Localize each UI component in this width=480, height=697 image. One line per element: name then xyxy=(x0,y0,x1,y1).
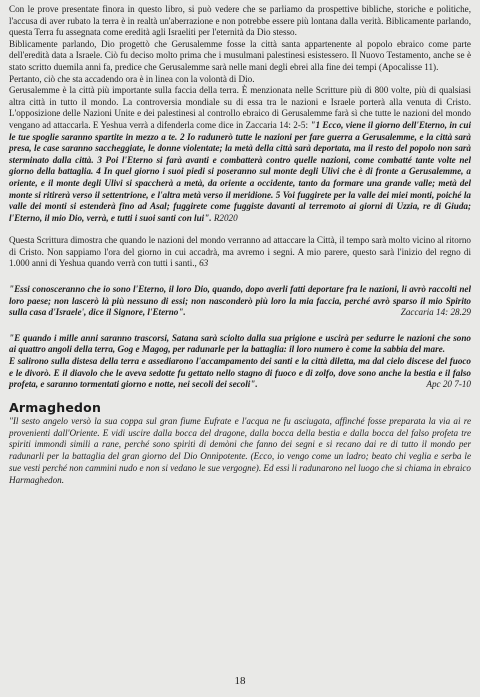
paragraph-text: Questa Scrittura dimostra che quando le nazioni del mondo verranno ad attaccare la Città, il tempo sarà molto vicino al ritorno di Cristo. Non sappiamo l'ora del giorno in cui accadrà, ma avremo i segni. A mio parere, questo sarà l'inizio del regno di 1.000 anni di Yeshua quando verrà con tutti i santi., xyxy=(9,235,471,269)
quote-text-first: "E quando i mille anni saranno trascorsi, Satana sarà sciolto dalla sua prigione e uscirà per sedurre le nazioni che sono ai quattro angoli della terra, Gog e Magog, per radunarle per la battaglia: il loro numero è come la sabbia del mare. xyxy=(9,332,471,355)
scripture-quote-zechariah: "1 Ecco, viene il giorno dell'Eterno, in cui le tue spoglie saranno spartite in mezzo a te. 2 Io radunerò tutte le nazioni per fare guerra a Gerusalemme, e la città sarà presa, le case saranno saccheggiate, le donne violentate; la metà della città sarà deportata, ma il resto del popolo non sarà sterminato dalla città. 3 Poi l'Eterno si farà avanti e combatterà contro quelle nazioni, come combatté tante volte nel giorno della battaglia. 4 In quel giorno i suoi piedi si poseranno sul monte degli Ulivi che è di fronte a Gerusalemme, a oriente, e il monte degli Ulivi si spaccherà a metà, da oriente a occidente, tanto da formare una grande valle; metà del monte si ritirerà verso il settentrione, e l'altra metà verso il meridione. 5 Voi fuggirete per la valle dei miei monti, poiché la valle dei monti si estenderà fino ad Asal; fuggirete come fuggiste davanti al terremoto ai giorni di Uzzia, re di Giuda; l'Eterno, il mio Dio, verrà, e tutti i suoi santi con lui". xyxy=(9,119,472,223)
paragraph-intro: Con le prove presentate finora in questo libro, si può vedere che se parliamo da prospettive bibliche, storiche e politiche, l'accusa di aver rubato la terra è in realtà un'aberrazione e non potrebbe essere più lontana dalla verità. Biblicamente parlando, questa Terra fu assegnata come eredità agli Israeliti per l'eternità da Dio stesso. xyxy=(9,4,471,38)
footnote-reference: 63 xyxy=(199,258,209,269)
quote-text: "Essi conosceranno che io sono l'Eterno, il loro Dio, quando, dopo averli fatti deportare fra le nazioni, li avrò raccolti nel loro paese; non lascerò là più nessuno di essi; non nasconderò più loro la mia faccia, perché avrò sparso il mio Spirito sulla casa d'Israele', dice il Signore, l'Eterno". xyxy=(9,284,471,318)
paragraph-jerusalem-plan: Biblicamente parlando, Dio progettò che Gerusalemme fosse la città santa appartenente al popolo ebraico come parte dell'eredità data a Israele. Ciò fu deciso molto prima che i musulmani palestinesi esistessero. Il Nuovo Testamento, anche se è stato scritto duemila anni fa, predice che Gerusalemme sarà nelle mani degli ebrei alla fine dei tempi (Apocalisse 11). xyxy=(9,38,471,72)
paragraph-return-of-christ xyxy=(9,235,471,270)
paragraph-text: Gerusalemme è la città più importante sulla faccia della terra. È menzionata nelle Scritture più di 800 volte, più di qualsiasi altra città in tutto il mondo. La controversia mondiale su di essa tra le nazioni e Israele porterà alla venuta di Cristo. L'opposizione delle Nazioni Unite e dei palestinesi al controllo ebraico di Gerusalemme farà sì che tutte le nazioni del mondo vengano ad attaccarla. E Yeshua verrà a difenderla come dice in Zaccaria 14: 2-5: xyxy=(9,85,471,130)
quote-reference: Zaccaria 14: 28.29 xyxy=(400,307,471,318)
paragraph-gods-will: Pertanto, ciò che sta accadendo ora è in linea con la volontà di Dio. xyxy=(9,73,255,84)
page-number: 18 xyxy=(234,675,246,687)
quote-text-second-wrapper xyxy=(9,356,471,391)
quote-reference: Apc 20 7-10 xyxy=(426,379,471,390)
paragraph-jerusalem-importance xyxy=(9,85,471,224)
scripture-quote-block-2 xyxy=(9,333,471,391)
scripture-quote-block-1 xyxy=(9,284,471,319)
scripture-reference: R2020 xyxy=(211,212,238,223)
section-heading: Armaghedon xyxy=(9,399,102,415)
quote-text-second: E salirono sulla distesa della terra e assediarono l'accampamento dei santi e la città diletta, ma dal cielo discese del fuoco e le divorò. E il diavolo che le aveva sedotte fu gettato nello stagno di fuoco e di zolfo, dove sono anche la bestia e il falso profeta, e saranno tormentati giorno e notte, nei secoli dei secoli". xyxy=(9,356,471,390)
section-text: "Il sesto angelo versò la sua coppa sul gran fiume Eufrate e l'acqua ne fu asciugata, affinché fosse preparata la via ai re provenienti dall'Oriente. E vidi uscire dalla bocca del dragone, dalla bocca della bestia e dalla bocca del falso profeta tre spiriti immondi simili a rane, perché sono spiriti di demòni che fanno dei segni e si recano dai re di tutto il mondo per radunarli per la battaglia del gran giorno del Dio Onnipotente. (Ecco, io vengo come un ladro; beato chi veglia e serba le sue vesti perché non cammini nudo e non si vedano le sue vergogne). Ed essi li radunarono nel luogo che si chiama in ebraico Harmaghedon. xyxy=(9,415,471,485)
